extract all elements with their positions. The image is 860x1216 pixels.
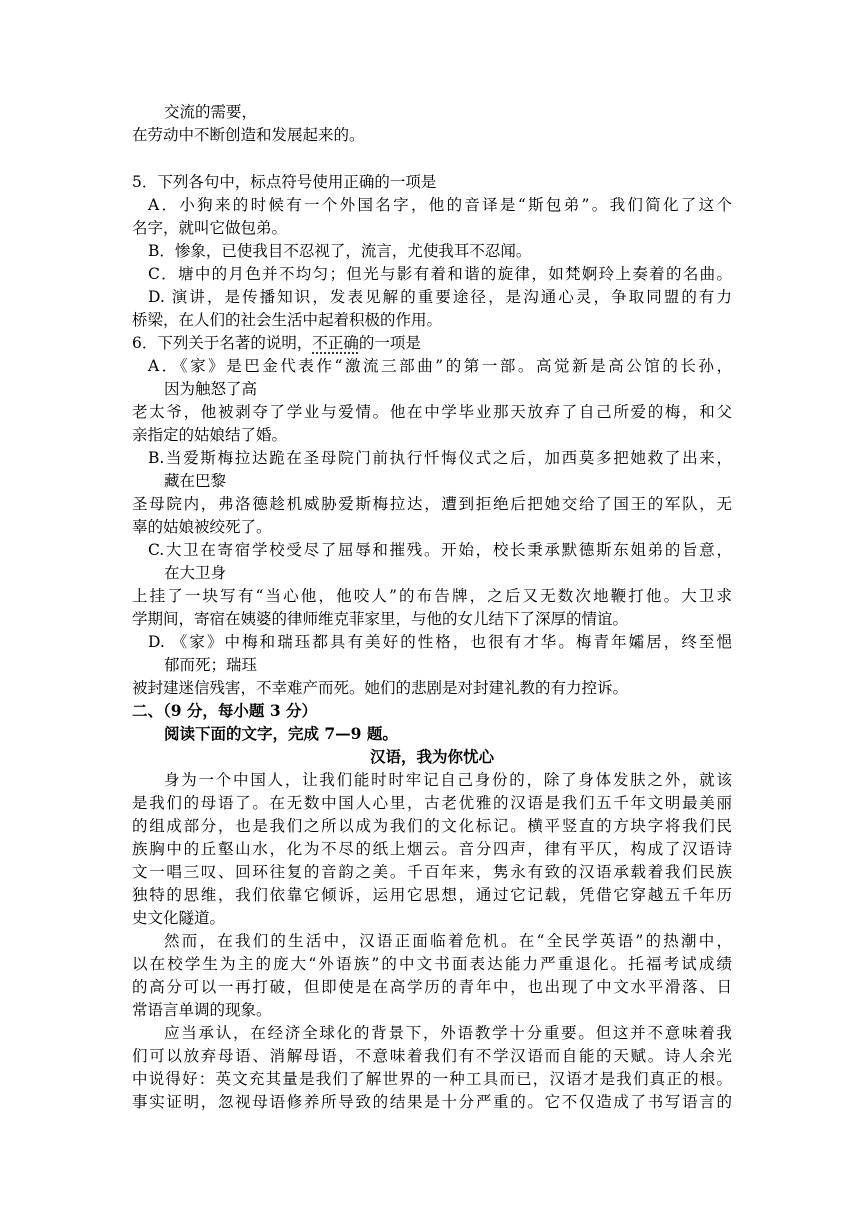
option-6b-cont: 圣母院内，弗洛德趁机威胁爱斯梅拉达，遭到拒绝后把她交给了国王的军队，无 <box>132 495 732 513</box>
option-6a: A．《家》是巴金代表作“激流三部曲”的第一部。高觉新是高公馆的长孙， <box>148 357 732 375</box>
option-6d-cont: 被封建迷信残害，不幸难产而死。她们的悲剧是对封建礼教的有力控诉。 <box>132 679 629 697</box>
passage-paragraph-line: 是我们的母语了。在无数中国人心里，古老优雅的汉语是我们五千年文明最美丽 <box>132 794 732 812</box>
question-5-stem: 5．下列各句中，标点符号使用正确的一项是 <box>132 173 437 191</box>
passage-paragraph-line: 然而，在我们的生活中，汉语正面临着危机。在“全民学英语”的热潮中， <box>164 932 732 950</box>
passage-paragraph-line: 应当承认，在经济全球化的背景下，外语教学十分重要。但这并不意味着我 <box>164 1024 732 1042</box>
option-6d: D. 《家》中梅和瑞珏都具有美好的性格，也很有才华。梅青年孀居，终至悒 <box>148 633 732 651</box>
passage-paragraph-line: 族胸中的丘壑山水，化为不尽的纸上烟云。音分四声，律有平仄，构成了汉语诗 <box>132 840 732 858</box>
option-5a: A．小狗来的时候有一个外国名字，他的音译是“斯包弟”。我们简化了这个 <box>148 196 732 214</box>
option-6c-cont: 上挂了一块写有“当心他，他咬人”的布告牌，之后又无数次地鞭打他。大卫求 <box>132 587 732 605</box>
option-6b: B.当爱斯梅拉达跪在圣母院门前执行忏悔仪式之后，加西莫多把她救了出来， <box>148 449 732 467</box>
option-5c: C．塘中的月色并不均匀；但光与影有着和谐的旋律，如梵婀玲上奏着的名曲。 <box>148 265 732 283</box>
emphasis-text: 不正确 <box>312 334 359 352</box>
passage-title: 汉语，我为你忧心 <box>369 747 494 766</box>
text-line: 在劳动中不断创造和发展起来的。 <box>132 126 365 144</box>
option-6c-cont: 学期间，寄宿在姨婆的律师维克菲家里，与他的女儿结下了深厚的情谊。 <box>132 610 629 628</box>
passage-paragraph-line: 身为一个中国人，让我们能时时牢记自己身份的，除了身体发肤之外，就该 <box>164 771 732 789</box>
passage-paragraph-line: 史文化隧道。 <box>132 909 226 927</box>
option-6a-cont: 亲指定的姑娘结了婚。 <box>132 426 288 444</box>
option-6a-wrap: 因为触怒了高 <box>164 380 258 398</box>
section-heading: 二、（9 分，每小题 3 分） <box>132 701 318 720</box>
passage-paragraph-line: 事实证明，忽视母语修养所导致的结果是十分严重的。它不仅造成了书写语言的 <box>132 1093 732 1111</box>
text-line: 交流的需要， <box>164 103 258 121</box>
passage-paragraph-line: 常语言单调的现象。 <box>132 1001 272 1019</box>
question-6-stem: 6．下列关于名著的说明，不正确的一项是 <box>132 334 421 352</box>
passage-paragraph-line: 中说得好：英文充其量是我们了解世界的一种工具而已，汉语才是我们真正的根。 <box>132 1070 732 1088</box>
option-6b-wrap: 藏在巴黎 <box>164 472 227 490</box>
option-5a-cont: 名字，就叫它做包弟。 <box>132 219 288 237</box>
option-6c-wrap: 在大卫身 <box>164 564 227 582</box>
passage-paragraph-line: 的组成部分，也是我们之所以成为我们的文化标记。横平竖直的方块字将我们民 <box>132 817 732 835</box>
option-6d-wrap: 郁而死；瑞珏 <box>164 656 258 674</box>
option-6b-cont: 辜的姑娘被绞死了。 <box>132 518 272 536</box>
passage-paragraph-line: 独特的思维，我们依靠它倾诉，运用它思想，通过它记载，凭借它穿越五千年历 <box>132 886 732 904</box>
option-5d-cont: 桥梁，在人们的社会生活中起着积极的作用。 <box>132 311 443 329</box>
option-6c: C.大卫在寄宿学校受尽了屈辱和摧残。开始，校长秉承默德斯东姐弟的旨意， <box>148 541 732 559</box>
reading-instruction: 阅读下面的文字，完成 7—9 题。 <box>164 724 398 743</box>
option-5d: D. 演讲，是传播知识，发表见解的重要途径，是沟通心灵，争取同盟的有力 <box>148 288 732 306</box>
passage-paragraph-line: 们可以放弃母语、消解母语，不意味着我们有不学汉语而自能的天赋。诗人余光 <box>132 1047 732 1065</box>
passage-paragraph-line: 的高分可以一再打破，但即使是在高学历的青年中，也出现了中文水平滑落、日 <box>132 978 732 996</box>
option-6a-cont: 老太爷，他被剥夺了学业与爱情。他在中学毕业那天放弃了自己所爱的梅，和父 <box>132 403 732 421</box>
passage-paragraph-line: 文一唱三叹、回环往复的音韵之美。千百年来，隽永有致的汉语承载着我们民族 <box>132 863 732 881</box>
option-5b: B．惨象，已使我目不忍视了，流言，尤使我耳不忍闻。 <box>148 242 532 260</box>
passage-paragraph-line: 以在校学生为主的庞大“外语族”的中文书面表达能力严重退化。托福考试成绩 <box>132 955 732 973</box>
